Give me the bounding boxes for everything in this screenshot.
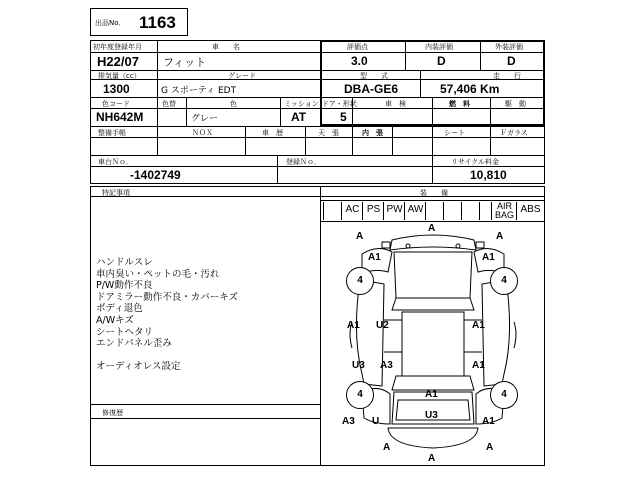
damage-hood-right: A1: [482, 252, 495, 263]
score: 3.0: [351, 54, 368, 68]
service-manual-label: 整備手帳: [98, 129, 126, 137]
doors-label: ドア・形状: [322, 100, 357, 108]
note-line: ハンドルスレ: [96, 257, 153, 268]
note-line: ドアミラー動作不良・カバーキズ: [96, 291, 239, 303]
nox-label: ＮＯＸ: [192, 129, 213, 137]
equipment-abs: ABS: [516, 202, 544, 220]
transmission-label: ミッション: [284, 100, 319, 108]
headliner-label: 天 張: [318, 129, 339, 137]
note-line: 車内臭い・ペットの毛・汚れ: [96, 268, 220, 280]
lot-number-label: 出品No．: [95, 19, 126, 27]
lot-number: 1163: [139, 13, 176, 32]
equipment-airbag-text: AIR BAG: [494, 201, 514, 220]
damage-bumper-left: A: [383, 442, 391, 453]
chassis-number: -1402749: [130, 168, 181, 182]
equipment-ps: PS: [362, 202, 384, 220]
rear-window-shape: [392, 376, 474, 390]
damage-door-left-front: U2: [376, 320, 389, 331]
doors: 5: [340, 110, 347, 124]
recycle-fee-label: リサイクル料金: [451, 158, 500, 166]
note-line: エンドパネル歪み: [96, 338, 172, 350]
seat-label: シート: [444, 129, 465, 137]
first-registration: H22/07: [97, 54, 139, 69]
note-line: [96, 350, 316, 362]
model-code: DBA-GE6: [344, 82, 399, 96]
model-label: 型 式: [360, 72, 388, 80]
damage-fender-right: A1: [472, 320, 485, 331]
notes-list: [96, 257, 316, 373]
equipment-airbag: [491, 202, 517, 220]
color: グレー: [191, 114, 219, 124]
damage-front-top: A: [428, 223, 436, 234]
equipment-cell-8: [461, 202, 480, 220]
damage-front-left: A: [356, 231, 364, 242]
recycle-fee: 10,810: [470, 168, 507, 182]
inspection-label: 車 検: [385, 100, 406, 108]
equipment-aw: AW: [404, 202, 426, 220]
roof-shape: [402, 312, 464, 376]
lot-number-box: [90, 8, 188, 36]
car-diagram: [322, 224, 544, 464]
damage-front-right: A: [496, 231, 504, 242]
registration-label: 登録Ｎｏ．: [286, 158, 321, 166]
note-line: ボディ退色: [96, 303, 143, 315]
damage-roof-rear: A1: [425, 389, 438, 400]
equipment-cell-6: [425, 202, 444, 220]
rear-bumper-shape: [388, 428, 478, 448]
exterior-grade-label: 外装評価: [495, 43, 523, 51]
windshield-shape: [392, 298, 474, 310]
damage-tailgate: U3: [425, 410, 438, 421]
note-line: A/Wキズ: [96, 314, 134, 326]
notes-label: 特記事項: [102, 189, 130, 197]
car-name-label: 車 名: [212, 43, 240, 51]
grade-label: グレード: [228, 72, 256, 80]
interior-trim-label: 内 張: [362, 129, 383, 137]
damage-rear-right: A1: [482, 416, 495, 427]
body-right-shape: [482, 280, 510, 386]
damage-door-right-rear: A1: [472, 360, 485, 371]
equipment-label: 装 備: [420, 189, 448, 197]
hood-shape: [394, 252, 472, 298]
front-bumper-shape: [390, 235, 476, 250]
damage-rear-left-a: A3: [342, 416, 355, 427]
equipment-cell-7: [443, 202, 462, 220]
equipment-pw: PW: [383, 202, 405, 220]
equipment-cell-1: [323, 202, 342, 220]
mileage-label: 走 行: [493, 72, 521, 80]
displacement: 1300: [103, 82, 130, 96]
chassis-label: 車台Ｎｏ．: [98, 158, 133, 166]
damage-fender-left: A1: [347, 320, 360, 331]
note-line: オーディオレス設定: [96, 361, 181, 373]
vehicle-history-label: 車 歴: [262, 129, 283, 137]
note-line: シートヘタリ: [96, 326, 154, 338]
interior-grade-label: 内装評価: [425, 43, 453, 51]
mileage: 57,406 Km: [440, 82, 500, 96]
tire-front-right: 4: [490, 267, 518, 295]
damage-bumper-right: A: [486, 442, 494, 453]
color-change-label: 色替: [162, 100, 176, 108]
interior-grade: D: [437, 54, 446, 68]
car-name: フィット: [163, 56, 207, 69]
color-code-label: 色コード: [102, 100, 130, 108]
tire-rear-left: 4: [346, 381, 374, 409]
exterior-grade: D: [507, 54, 516, 68]
damage-door-left-rear-2: A3: [380, 360, 393, 371]
note-line: P/W動作不良: [96, 280, 153, 292]
color-code: NH642M: [96, 110, 144, 124]
damage-rear-left-u: U: [372, 416, 380, 427]
tire-front-left: 4: [346, 267, 374, 295]
transmission: AT: [291, 110, 307, 124]
first-registration-label: 初年度登録年月: [93, 43, 142, 51]
damage-hood-left: A1: [368, 252, 381, 263]
tire-rear-right: 4: [490, 381, 518, 409]
grade: G スポーティ EDT: [161, 86, 237, 96]
color-label: 色: [230, 100, 237, 108]
drive-label: 駆 動: [505, 100, 526, 108]
displacement-label: 排気量（cc）: [98, 72, 141, 80]
score-label: 評価点: [347, 43, 368, 51]
damage-door-left-rear: U3: [352, 360, 365, 371]
damage-bumper-bottom: A: [428, 453, 436, 464]
repair-history-label: 修復歴: [102, 409, 123, 417]
fuel-label: 燃 料: [449, 100, 470, 108]
equipment-ac: AC: [341, 202, 363, 220]
windshield-label: Ｆガラス: [500, 129, 528, 137]
